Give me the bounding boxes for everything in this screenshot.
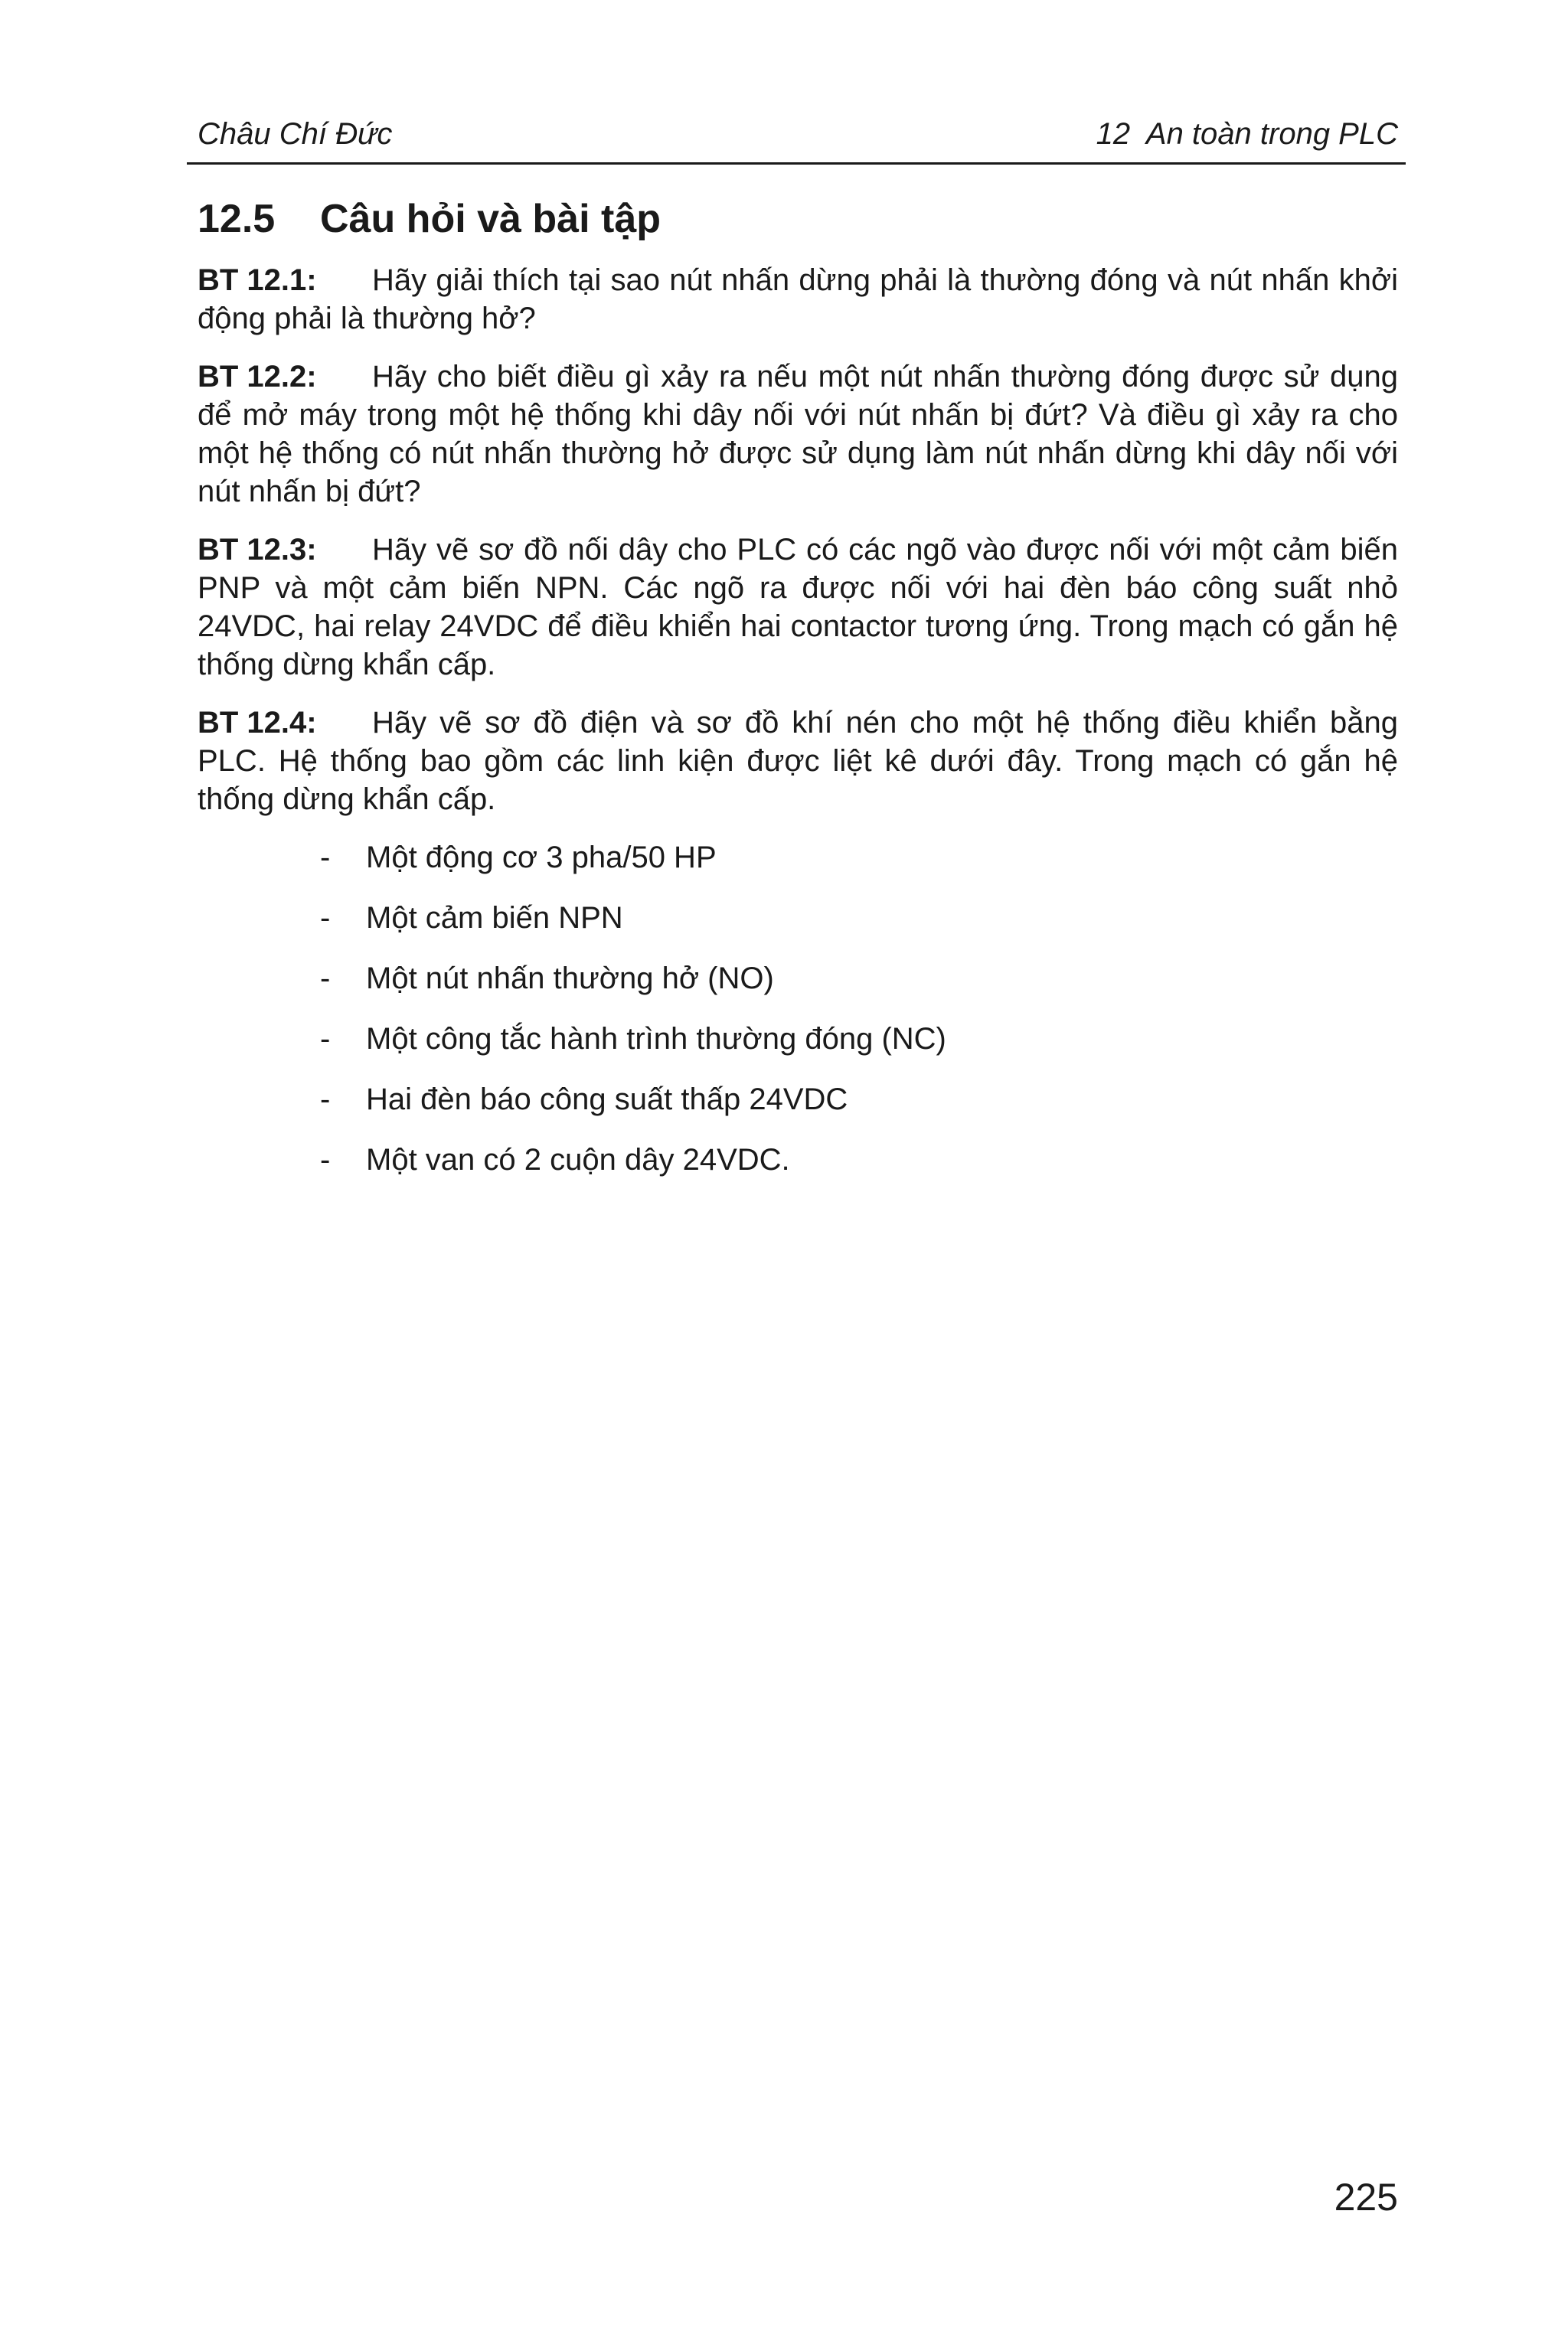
section-number: 12.5 xyxy=(198,197,276,241)
exercise-12-3 xyxy=(198,531,1398,684)
exercise-text: Hãy vẽ sơ đồ nối dây cho PLC có các ngõ vào được nối với một cảm biến PNP và một cảm biến NPN. Các ngõ ra được nối với hai đèn báo công suất nhỏ 24VDC, hai relay 24VDC để điều khiển hai contactor tương ứng. Trong mạch có gắn hệ thống dừng khẩn cấp. xyxy=(198,533,1398,681)
list-item xyxy=(198,959,1398,998)
list-marker: - xyxy=(320,962,331,995)
list-item xyxy=(198,1020,1398,1058)
list-marker: - xyxy=(320,841,331,874)
page-number: 225 xyxy=(1334,2176,1398,2219)
list-item-text: Hai đèn báo công suất thấp 24VDC xyxy=(366,1083,848,1116)
exercise-label: BT 12.2: xyxy=(198,360,317,394)
list-marker: - xyxy=(320,901,331,935)
list-marker: - xyxy=(320,1083,331,1116)
section-heading xyxy=(198,194,661,243)
exercise-12-2 xyxy=(198,358,1398,511)
running-header xyxy=(198,115,1398,153)
header-rule xyxy=(187,162,1406,165)
list-item-text: Một công tắc hành trình thường đóng (NC) xyxy=(366,1022,946,1056)
header-author: Châu Chí Đức xyxy=(198,117,393,151)
list-item-text: Một động cơ 3 pha/50 HP xyxy=(366,841,717,874)
list-item xyxy=(198,838,1398,877)
list-item xyxy=(198,899,1398,937)
component-list xyxy=(198,838,1398,1179)
exercise-text: Hãy vẽ sơ đồ điện và sơ đồ khí nén cho một hệ thống điều khiển bằng PLC. Hệ thống bao gồm các linh kiện được liệt kê dưới đây. Trong mạch có gắn hệ thống dừng khẩn cấp. xyxy=(198,706,1398,816)
list-marker: - xyxy=(320,1022,331,1056)
section-title: Câu hỏi và bài tập xyxy=(320,197,661,241)
list-item-text: Một cảm biến NPN xyxy=(366,901,623,935)
exercise-text: Hãy giải thích tại sao nút nhấn dừng phải là thường đóng và nút nhấn khởi động phải là thường hở? xyxy=(198,263,1398,335)
exercise-12-4 xyxy=(198,704,1398,818)
list-marker: - xyxy=(320,1143,331,1177)
list-item xyxy=(198,1080,1398,1118)
exercise-12-1 xyxy=(198,261,1398,338)
header-chapter: 12 An toàn trong PLC xyxy=(1096,117,1398,151)
exercise-text: Hãy cho biết điều gì xảy ra nếu một nút nhấn thường đóng được sử dụng để mở máy trong một hệ thống khi dây nối với nút nhấn bị đứt? Và điều gì xảy ra cho một hệ thống có nút nhấn thường hở được sử dụng làm nút nhấn dừng khi dây nối với nút nhấn bị đứt? xyxy=(198,360,1398,508)
exercise-label: BT 12.1: xyxy=(198,263,317,297)
list-item xyxy=(198,1141,1398,1179)
page-content xyxy=(198,261,1398,1201)
list-item-text: Một nút nhấn thường hở (NO) xyxy=(366,962,774,995)
exercise-label: BT 12.3: xyxy=(198,533,317,567)
exercise-label: BT 12.4: xyxy=(198,706,317,740)
list-item-text: Một van có 2 cuộn dây 24VDC. xyxy=(366,1143,790,1177)
